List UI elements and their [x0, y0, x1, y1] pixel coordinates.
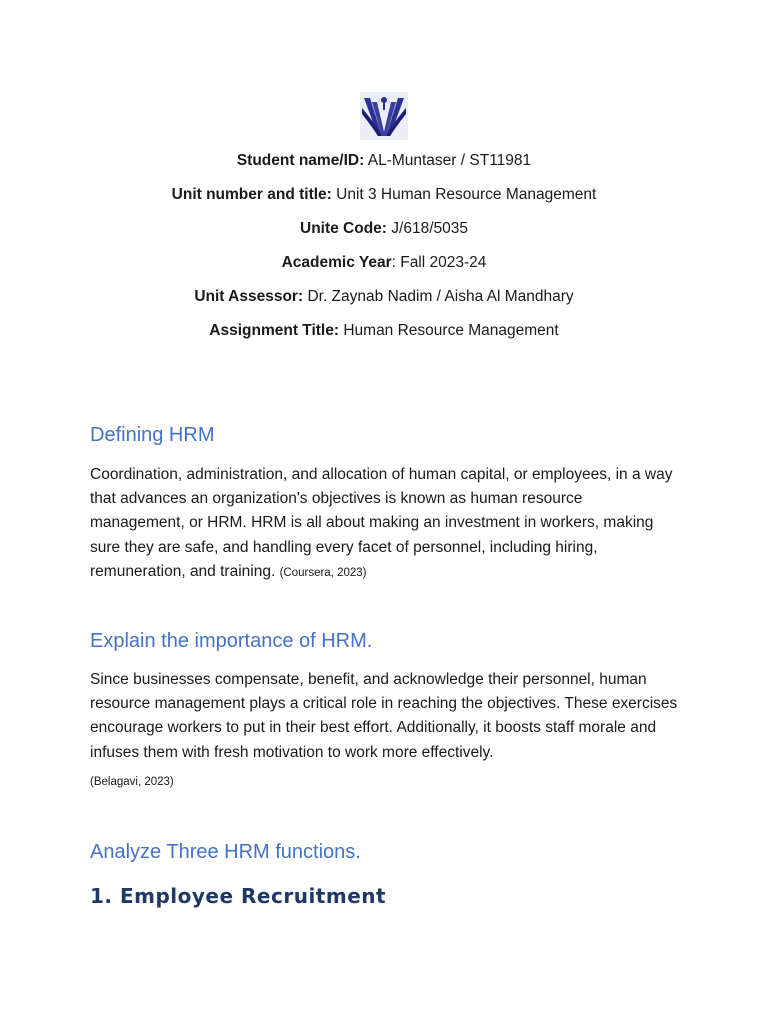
year-label: Academic Year — [281, 254, 392, 271]
code-line — [0, 218, 768, 252]
cover-info — [0, 150, 768, 354]
paragraph-importance-hrm: Since businesses compensate, benefit, and acknowledge their personnel, human resource management plays a critical role in reaching the objectives. These exercises encourage workers to put in their best effort. Additionally, it boosts staff morale and infuses them with fresh motivation to work more effectively. — [90, 671, 678, 761]
student-value: AL-Muntaser / ST11981 — [364, 152, 532, 169]
assignment-title-line — [0, 320, 768, 354]
heading-importance-hrm: Explain the importance of HRM. — [90, 630, 373, 652]
unit-line — [0, 184, 768, 218]
student-label: Student name/ID: — [236, 152, 365, 169]
unit-label: Unit number and title: — [171, 186, 332, 203]
unit-value: Unit 3 Human Resource Management — [331, 186, 597, 203]
paragraph-defining-hrm — [90, 463, 680, 585]
assignment-title-value: Human Resource Management — [339, 322, 559, 339]
college-logo-icon — [360, 92, 408, 140]
assessor-line — [0, 286, 768, 320]
student-line — [0, 150, 768, 184]
heading-hrm-functions: Analyze Three HRM functions. — [90, 841, 361, 863]
citation-coursera: (Coursera, 2023) — [279, 566, 367, 579]
subheading-employee-recruitment: 1. Employee Recruitment — [90, 884, 387, 908]
defining-body-text: Coordination, administration, and allocation of human capital, or employees, in a way that advances an organization's objectives is known as human resource management, or HRM. HRM is all about making an investment in workers, making sure they are safe, and handling every facet of personnel, including hiring, remuneration, and training. — [90, 466, 673, 580]
code-label: Unite Code: — [300, 220, 387, 237]
code-value: J/618/5035 — [386, 220, 468, 237]
year-value: : Fall 2023-24 — [391, 254, 487, 271]
assessor-label: Unit Assessor: — [194, 288, 304, 305]
citation-belagavi: (Belagavi, 2023) — [90, 776, 174, 788]
heading-defining-hrm: Defining HRM — [90, 424, 215, 446]
assessor-value: Dr. Zaynab Nadim / Aisha Al Mandhary — [303, 288, 574, 305]
assignment-title-label: Assignment Title: — [209, 322, 340, 339]
year-line — [0, 252, 768, 286]
